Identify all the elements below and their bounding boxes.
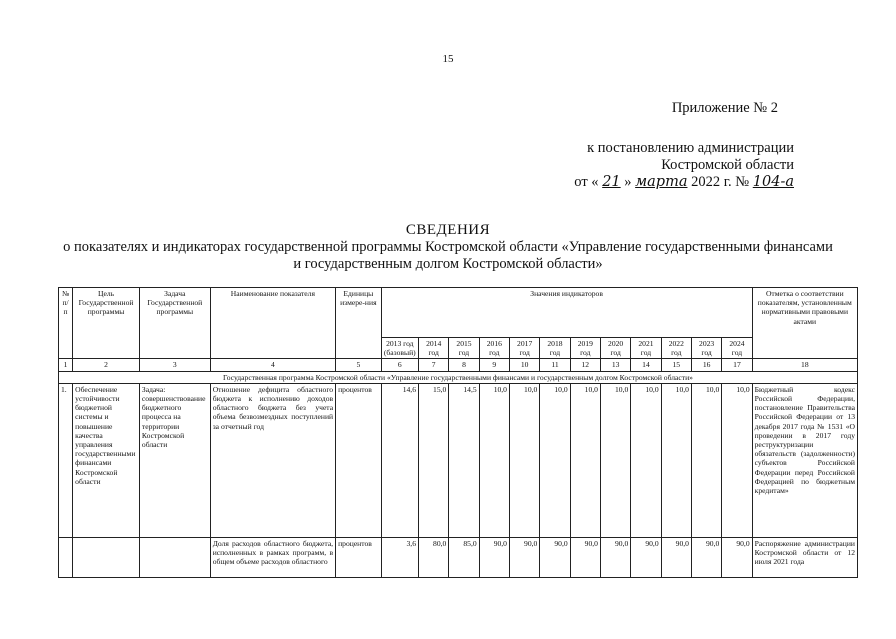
- document-title: СВЕДЕНИЯ: [405, 222, 491, 238]
- approval-line-2: Костромской области: [661, 157, 794, 173]
- row-indicator: Отношение дефицита областного бюджета к исполнению доходов областного бюджета без учета объема безвозмездных поступлений за отчетный год: [210, 383, 335, 537]
- value-cell: 10,0: [570, 383, 600, 537]
- value-cell: 15,0: [419, 383, 449, 537]
- row-num: 1.: [59, 383, 73, 537]
- year-cell: 2015 год: [449, 338, 479, 359]
- value-cell: 90,0: [631, 537, 661, 577]
- row-mark: Распоряжение администрации Костромской области от 12 июля 2021 года: [752, 537, 857, 577]
- header-task: Задача Государственной программы: [139, 288, 210, 359]
- row-task: [139, 537, 210, 577]
- approval-block: [494, 140, 794, 191]
- value-cell: 90,0: [600, 537, 630, 577]
- date-year-text: 2022 г. №: [691, 174, 750, 190]
- column-number: 2: [73, 359, 140, 371]
- column-number: 7: [419, 359, 449, 371]
- year-cell: 2021 год: [631, 338, 661, 359]
- year-cell: 2018 год: [540, 338, 570, 359]
- handwritten-day: 21: [602, 174, 621, 190]
- column-number: 14: [631, 359, 661, 371]
- date-prefix: от «: [574, 174, 599, 190]
- value-cell: 90,0: [722, 537, 752, 577]
- header-indicator: Наименование показателя: [210, 288, 335, 359]
- row-unit: процентов: [336, 537, 382, 577]
- row-goal: [73, 537, 140, 577]
- value-cell: 80,0: [419, 537, 449, 577]
- value-cell: 10,0: [479, 383, 509, 537]
- year-cell: 2016 год: [479, 338, 509, 359]
- value-cell: 90,0: [540, 537, 570, 577]
- value-cell: 14,6: [381, 383, 418, 537]
- value-cell: 10,0: [509, 383, 539, 537]
- year-cell: 2020 год: [600, 338, 630, 359]
- value-cell: 3,6: [381, 537, 418, 577]
- value-cell: 90,0: [570, 537, 600, 577]
- year-cell: 2013 год (базовый): [381, 338, 418, 359]
- column-number: 8: [449, 359, 479, 371]
- value-cell: 90,0: [509, 537, 539, 577]
- handwritten-number: 104-а: [752, 174, 794, 190]
- column-number: 9: [479, 359, 509, 371]
- date-mid: »: [624, 174, 632, 190]
- column-number: 13: [600, 359, 630, 371]
- value-cell: 10,0: [722, 383, 752, 537]
- column-number: 5: [336, 359, 382, 371]
- value-cell: 10,0: [540, 383, 570, 537]
- row-unit: процентов: [336, 383, 382, 537]
- handwritten-month: марта: [635, 174, 688, 190]
- page-number: 15: [442, 53, 454, 65]
- value-cell: 90,0: [479, 537, 509, 577]
- document-subtitle: о показателях и индикаторах государственной программы Костромской области «Управление государственными финансами и государственным долгом Костромской области»: [63, 239, 833, 272]
- column-number: 3: [139, 359, 210, 371]
- year-cell: 2023 год: [691, 338, 721, 359]
- value-cell: 14,5: [449, 383, 479, 537]
- row-indicator: Доля расходов областного бюджета, исполненных в рамках программ, в общем объеме расходов областного: [210, 537, 335, 577]
- row-task: Задача: совершенствование бюджетного процесса на территории Костромской области: [139, 383, 210, 537]
- year-cell: 2024 год: [722, 338, 752, 359]
- appendix-title: Приложение № 2: [671, 100, 778, 116]
- header-values: Значения индикаторов: [381, 288, 752, 338]
- column-number: 11: [540, 359, 570, 371]
- approval-line-1: к постановлению администрации: [587, 140, 794, 156]
- value-cell: 10,0: [661, 383, 691, 537]
- year-cell: 2014 год: [419, 338, 449, 359]
- year-cell: 2017 год: [509, 338, 539, 359]
- header-num: № п/п: [59, 288, 73, 359]
- row-mark: Бюджетный кодекс Российской Федерации, постановление Правительства Российской Федерации от 13 декабря 2017 года № 1531 «О проведении в 2017 году реструктуризации обязательств (задолженности) субъектов Российской Федерации перед Российской Федерацией по бюджетным кредитам»: [752, 383, 857, 537]
- column-number: 1: [59, 359, 73, 371]
- row-goal: Обеспечение устойчивости бюджетной системы и повышение качества управления государственными финансами Костромской области: [73, 383, 140, 537]
- column-number: 15: [661, 359, 691, 371]
- column-number: 6: [381, 359, 418, 371]
- approval-date-line: [494, 174, 794, 191]
- year-cell: 2019 год: [570, 338, 600, 359]
- value-cell: 10,0: [691, 383, 721, 537]
- column-number: 10: [509, 359, 539, 371]
- column-number: 4: [210, 359, 335, 371]
- row-num: [59, 537, 73, 577]
- year-cell: 2022 год: [661, 338, 691, 359]
- header-unit: Единицы измере-ния: [336, 288, 382, 359]
- indicators-table: [58, 287, 858, 578]
- value-cell: 90,0: [661, 537, 691, 577]
- column-number: 16: [691, 359, 721, 371]
- header-goal: Цель Государственной программы: [73, 288, 140, 359]
- header-mark: Отметка о соответствии показателям, установленным нормативными правовыми актами: [752, 288, 857, 359]
- section-row: Государственная программа Костромской области «Управление государственными финансами и государственным долгом Костромской области»: [59, 371, 858, 383]
- column-number: 17: [722, 359, 752, 371]
- value-cell: 85,0: [449, 537, 479, 577]
- column-number: 12: [570, 359, 600, 371]
- value-cell: 10,0: [631, 383, 661, 537]
- value-cell: 90,0: [691, 537, 721, 577]
- column-number: 18: [752, 359, 857, 371]
- value-cell: 10,0: [600, 383, 630, 537]
